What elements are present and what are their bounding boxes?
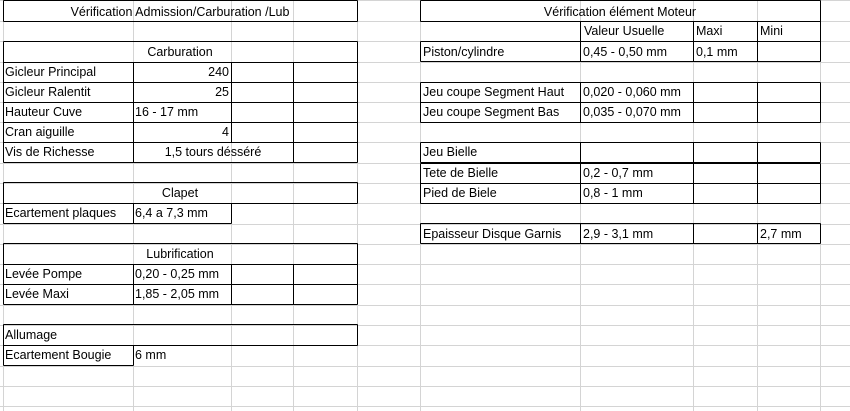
carburation-label-1: Gicleur Ralentit (5, 85, 91, 99)
lubrification-label-1: Levée Maxi (5, 287, 69, 301)
allumage-value-0: 6 mm (135, 348, 167, 362)
engine-usual-5: 0,8 - 1 mm (583, 186, 643, 200)
column-min-header: Mini (760, 24, 783, 38)
engine-label-4: Tete de Bielle (423, 166, 499, 180)
engine-label-2: Jeu coupe Segment Bas (423, 105, 560, 119)
column-max-header: Maxi (696, 24, 723, 38)
column-usual-header: Valeur Usuelle (584, 24, 665, 38)
carburation-value-3: 4 (222, 125, 229, 139)
carburation-label-0: Gicleur Principal (5, 65, 97, 79)
carburation-value-2: 16 - 17 mm (135, 105, 199, 119)
right-title: Vérification élément Moteur (543, 5, 697, 19)
engine-usual-0: 0,45 - 0,50 mm (583, 45, 668, 59)
engine-usual-1: 0,020 - 0,060 mm (583, 85, 681, 99)
carburation-header: Carburation (147, 45, 213, 59)
lubrification-value-1: 1,85 - 2,05 mm (135, 287, 220, 301)
allumage-header: Allumage (5, 328, 58, 342)
clapet-label-0: Ecartement plaques (5, 206, 117, 220)
engine-label-5: Pied de Biele (423, 186, 497, 200)
carburation-label-2: Hauteur Cuve (5, 105, 83, 119)
engine-usual-6: 2,9 - 3,1 mm (583, 227, 654, 241)
carburation-label-3: Cran aiguille (5, 125, 75, 139)
left-title: Vérification Admission/Carburation /Lub (70, 5, 290, 19)
carburation-value-1: 25 (215, 85, 229, 99)
carburation-value-0: 240 (208, 65, 229, 79)
allumage-label-0: Ecartement Bougie (5, 348, 112, 362)
engine-max-0: 0,1 mm (696, 45, 738, 59)
engine-label-0: Piston/cylindre (423, 45, 505, 59)
engine-usual-4: 0,2 - 0,7 mm (583, 166, 654, 180)
engine-label-6: Epaisseur Disque Garnis (423, 227, 562, 241)
engine-label-3: Jeu Bielle (423, 145, 478, 159)
carburation-value-4: 1,5 tours désséré (164, 145, 262, 159)
lubrification-value-0: 0,20 - 0,25 mm (135, 267, 220, 281)
lubrification-header: Lubrification (146, 247, 214, 261)
carburation-label-4: Vis de Richesse (5, 145, 95, 159)
clapet-value-0: 6,4 a 7,3 mm (135, 206, 208, 220)
lubrification-label-0: Levée Pompe (5, 267, 83, 281)
engine-label-1: Jeu coupe Segment Haut (423, 85, 565, 99)
engine-usual-2: 0,035 - 0,070 mm (583, 105, 681, 119)
clapet-header: Clapet (161, 186, 199, 200)
engine-min-6: 2,7 mm (760, 227, 802, 241)
